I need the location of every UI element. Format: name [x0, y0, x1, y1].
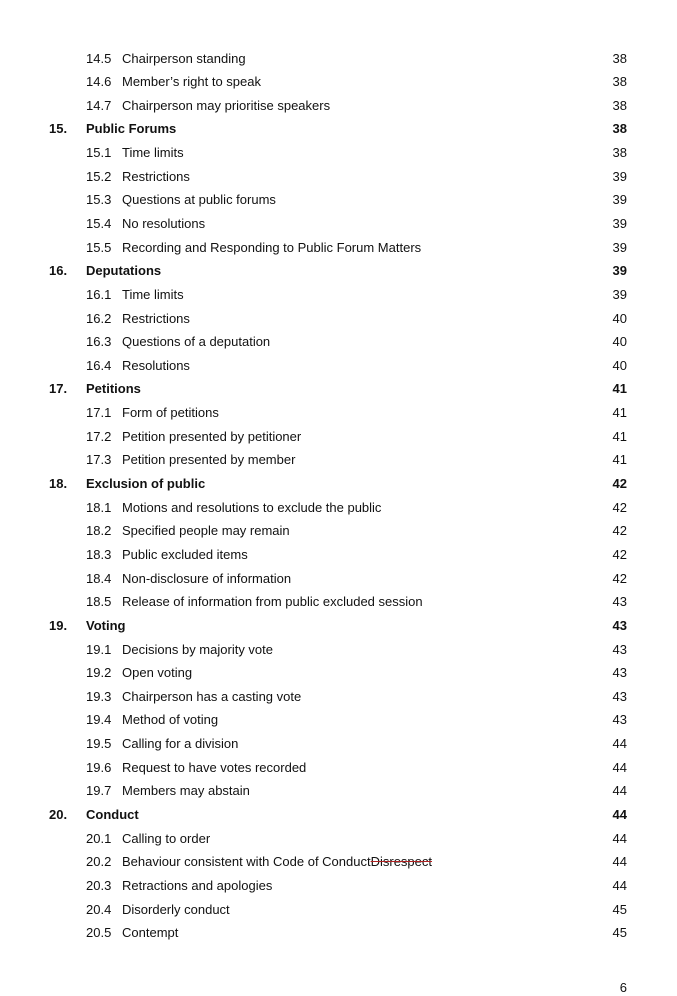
- toc-entry-number: 20.3: [86, 877, 112, 893]
- toc-entry-number: 17.: [49, 381, 68, 397]
- toc-subsection-entry[interactable]: [0, 354, 677, 378]
- toc-entry-title: [86, 472, 205, 496]
- toc-entry-title-text: Restrictions: [122, 310, 190, 326]
- toc-entry-title-text: Voting: [86, 617, 126, 633]
- toc-entry-title: [122, 236, 421, 260]
- toc-entry-title: [122, 827, 210, 851]
- toc-entry-number: 19.6: [86, 759, 112, 775]
- toc-entry-page-number: 43: [612, 594, 627, 610]
- toc-entry-title-text: Open voting: [122, 665, 193, 681]
- toc-entry-page-number: 44: [612, 736, 627, 752]
- toc-subsection-entry[interactable]: [0, 496, 677, 520]
- toc-entry-number: 15.4: [86, 215, 112, 231]
- toc-entry-title: [122, 567, 291, 591]
- toc-subsection-entry[interactable]: [0, 448, 677, 472]
- toc-section-entry[interactable]: [0, 472, 677, 496]
- toc-entry-number: 18.2: [86, 523, 112, 539]
- toc-entry-page-number: 44: [612, 830, 627, 846]
- toc-entry-title-text: Resolutions: [122, 357, 190, 373]
- toc-entry-page-number: 43: [612, 665, 627, 681]
- toc-entry-page-number: 43: [612, 641, 627, 657]
- toc-entry-number: 18.4: [86, 570, 112, 586]
- toc-entry-title: [122, 543, 248, 567]
- toc-entry-page-number: 44: [612, 807, 627, 822]
- toc-entry-title: [122, 921, 178, 945]
- toc-entry-page-number: 43: [612, 688, 627, 704]
- toc-subsection-entry[interactable]: [0, 283, 677, 307]
- toc-entry-page-number: 43: [612, 712, 627, 728]
- toc-entry-title: [122, 94, 330, 118]
- toc-entry-title-text: No resolutions: [122, 215, 206, 231]
- toc-entry-page-number: 41: [612, 428, 627, 444]
- toc-entry-title: [86, 377, 141, 401]
- toc-entry-title: [122, 165, 190, 189]
- toc-entry-title-text: Contempt: [122, 925, 179, 941]
- toc-entry-title-text: Petition presented by member: [122, 452, 296, 468]
- toc-entry-number: 17.1: [86, 405, 112, 421]
- toc-subsection-entry[interactable]: [0, 567, 677, 591]
- toc-subsection-entry[interactable]: [0, 94, 677, 118]
- toc-entry-title: [122, 732, 238, 756]
- toc-entry-page-number: 44: [612, 877, 627, 893]
- toc-entry-page-number: 39: [612, 168, 627, 184]
- toc-entry-page-number: 38: [612, 121, 627, 137]
- toc-subsection-entry[interactable]: [0, 425, 677, 449]
- toc-subsection-entry[interactable]: [0, 519, 677, 543]
- toc-entry-page-number: 39: [612, 215, 627, 231]
- toc-entry-title-text: Public excluded items: [122, 546, 248, 562]
- toc-entry-title: [122, 898, 230, 922]
- toc-entry-title: [86, 117, 176, 141]
- toc-entry-page-number: 45: [612, 925, 627, 941]
- toc-entry-page-number: 38: [612, 50, 627, 66]
- toc-entry-title: [86, 614, 125, 638]
- toc-entry-number: 16.2: [86, 310, 112, 326]
- toc-entry-title: [122, 519, 290, 543]
- toc-subsection-entry[interactable]: [0, 661, 677, 685]
- toc-entry-title: [122, 330, 270, 354]
- toc-entry-number: 18.1: [86, 499, 112, 515]
- toc-entry-title-text: Members may abstain: [122, 783, 250, 799]
- toc-entry-title-text: Member’s right to speak: [122, 74, 261, 90]
- toc-entry-title-text: Time limits: [122, 286, 184, 302]
- toc-entry-title-text: Disorderly conduct: [122, 901, 230, 917]
- toc-entry-title: [122, 661, 192, 685]
- toc-entry-page-number: 42: [612, 523, 627, 539]
- toc-entry-number: 17.3: [86, 452, 112, 468]
- toc-entry-title-text: Calling for a division: [122, 736, 239, 752]
- toc-entry-number: 19.2: [86, 665, 112, 681]
- page-number: 6: [619, 980, 627, 995]
- toc-entry-title: [122, 756, 306, 780]
- toc-subsection-entry[interactable]: [0, 141, 677, 165]
- toc-entry-number: 19.5: [86, 736, 112, 752]
- toc-entry-title: [122, 779, 250, 803]
- toc-entry-title: [86, 803, 139, 827]
- toc-entry-title-text: Public Forums: [86, 121, 177, 137]
- toc-entry-page-number: 39: [612, 192, 627, 208]
- toc-entry-number: 19.3: [86, 688, 112, 704]
- toc-entry-number: 15.3: [86, 192, 112, 208]
- toc-entry-title: [122, 141, 184, 165]
- toc-entry-title-text: Questions at public forums: [122, 192, 276, 208]
- toc-entry-number: 17.2: [86, 428, 112, 444]
- toc-entry-title-text: Recording and Responding to Public Forum Matters: [122, 239, 422, 255]
- toc-subsection-entry[interactable]: [0, 850, 677, 874]
- toc-entry-number: 14.5: [86, 50, 112, 66]
- toc-entry-title: [122, 212, 205, 236]
- toc-entry-page-number: 42: [612, 476, 627, 492]
- toc-entry-title: [122, 496, 381, 520]
- toc-entry-page-number: 43: [612, 617, 627, 633]
- toc-entry-title-text: Petitions: [86, 381, 141, 397]
- toc-entry-number: 15.2: [86, 168, 112, 184]
- toc-entry-number: 19.: [49, 617, 68, 633]
- toc-entry-page-number: 40: [612, 334, 627, 350]
- toc-entry-number: 16.1: [86, 286, 112, 302]
- toc-entry-title-text: Chairperson standing: [122, 50, 246, 66]
- toc-entry-page-number: 38: [612, 145, 627, 161]
- toc-entry-number: 20.5: [86, 925, 112, 941]
- toc-subsection-entry[interactable]: [0, 779, 677, 803]
- toc-subsection-entry[interactable]: [0, 898, 677, 922]
- toc-subsection-entry[interactable]: [0, 212, 677, 236]
- toc-entry-page-number: 44: [612, 854, 627, 870]
- toc-subsection-entry[interactable]: [0, 921, 677, 945]
- toc-entry-title-text: Release of information from public excluded session: [122, 594, 423, 610]
- toc-entry-deleted-text: Disrespect: [370, 854, 433, 870]
- toc-entry-number: 15.5: [86, 239, 112, 255]
- toc-subsection-entry[interactable]: [0, 708, 677, 732]
- toc-section-entry[interactable]: [0, 803, 677, 827]
- toc-entry-page-number: 40: [612, 357, 627, 373]
- toc-entry-number: 19.4: [86, 712, 112, 728]
- toc-entry-number: 14.6: [86, 74, 112, 90]
- toc-entry-page-number: 41: [612, 381, 627, 397]
- toc-entry-title: [122, 874, 272, 898]
- toc-entry-page-number: 40: [612, 310, 627, 326]
- toc-entry-title-text: Method of voting: [122, 712, 219, 728]
- toc-entry-page-number: 44: [612, 759, 627, 775]
- toc-subsection-entry[interactable]: [0, 874, 677, 898]
- toc-entry-number: 19.7: [86, 783, 112, 799]
- toc-entry-page-number: 38: [612, 74, 627, 90]
- toc-entry-title-text: Chairperson may prioritise speakers: [122, 97, 331, 113]
- toc-entry-number: 16.4: [86, 357, 112, 373]
- toc-subsection-entry[interactable]: [0, 590, 677, 614]
- toc-subsection-entry[interactable]: [0, 827, 677, 851]
- toc-entry-page-number: 42: [612, 546, 627, 562]
- toc-subsection-entry[interactable]: [0, 756, 677, 780]
- toc-entry-title-text: Conduct: [86, 807, 139, 822]
- toc-entry-number: 20.2: [86, 854, 112, 870]
- toc-entry-title: [122, 590, 423, 614]
- toc-subsection-entry[interactable]: [0, 70, 677, 94]
- toc-entry-title: [122, 283, 184, 307]
- toc-entry-page-number: 41: [612, 452, 627, 468]
- toc-entry-title-text: Behaviour consistent with Code of Conduct: [122, 854, 371, 870]
- toc-entry-title-text: Exclusion of public: [86, 476, 206, 492]
- toc-entry-page-number: 38: [612, 97, 627, 113]
- toc-entry-title-text: Calling to order: [122, 830, 211, 846]
- toc-entry-title: [122, 354, 190, 378]
- toc-entry-title: [122, 638, 273, 662]
- toc-entry-title: [86, 259, 161, 283]
- toc-entry-title-text: Non-disclosure of information: [122, 570, 292, 586]
- toc-section-entry[interactable]: [0, 614, 677, 638]
- toc-entry-number: 15.: [49, 121, 68, 137]
- toc-entry-number: 16.: [49, 263, 68, 279]
- toc-entry-title-text: Retractions and apologies: [122, 877, 273, 893]
- toc-entry-page-number: 39: [612, 286, 627, 302]
- toc-entry-title: [122, 401, 219, 425]
- toc-entry-page-number: 41: [612, 405, 627, 421]
- toc-subsection-entry[interactable]: [0, 638, 677, 662]
- toc-entry-number: 14.7: [86, 97, 112, 113]
- toc-entry-title: [122, 448, 295, 472]
- toc-entry-page-number: 39: [612, 263, 627, 279]
- toc-entry-page-number: 44: [612, 783, 627, 799]
- toc-subsection-entry[interactable]: [0, 543, 677, 567]
- toc-entry-title: [122, 70, 261, 94]
- toc-entry-number: 20.4: [86, 901, 112, 917]
- toc-subsection-entry[interactable]: [0, 188, 677, 212]
- toc-entry-title-text: Form of petitions: [122, 405, 219, 421]
- toc-section-entry[interactable]: [0, 377, 677, 401]
- toc-entry-number: 15.1: [86, 145, 112, 161]
- toc-subsection-entry[interactable]: [0, 732, 677, 756]
- toc-subsection-entry[interactable]: [0, 47, 677, 71]
- toc-entry-title-text: Deputations: [86, 263, 162, 279]
- toc-entry-page-number: 45: [612, 901, 627, 917]
- toc-entry-title-text: Restrictions: [122, 168, 190, 184]
- toc-section-entry[interactable]: [0, 259, 677, 283]
- toc-entry-title: [122, 307, 190, 331]
- toc-entry-title: [122, 850, 432, 874]
- toc-entry-page-number: 42: [612, 499, 627, 515]
- toc-entry-number: 20.1: [86, 830, 112, 846]
- toc-entry-title: [122, 425, 301, 449]
- toc-entry-title-text: Motions and resolutions to exclude the public: [122, 499, 382, 515]
- toc-subsection-entry[interactable]: [0, 236, 677, 260]
- toc-entry-title: [122, 685, 301, 709]
- toc-entry-title-text: Chairperson has a casting vote: [122, 688, 302, 704]
- toc-entry-page-number: 42: [612, 570, 627, 586]
- toc-entry-title-text: Specified people may remain: [122, 523, 290, 539]
- toc-subsection-entry[interactable]: [0, 401, 677, 425]
- toc-entry-title: [122, 708, 218, 732]
- toc-entry-title-text: Time limits: [122, 145, 184, 161]
- toc-entry-number: 18.5: [86, 594, 112, 610]
- toc-entry-title: [122, 188, 276, 212]
- toc-subsection-entry[interactable]: [0, 165, 677, 189]
- toc-entry-number: 16.3: [86, 334, 112, 350]
- table-of-contents: [0, 47, 677, 945]
- toc-subsection-entry[interactable]: [0, 685, 677, 709]
- toc-section-entry[interactable]: [0, 117, 677, 141]
- toc-entry-page-number: 39: [612, 239, 627, 255]
- toc-entry-title-text: Request to have votes recorded: [122, 759, 307, 775]
- toc-entry-title-text: Questions of a deputation: [122, 334, 271, 350]
- toc-subsection-entry[interactable]: [0, 307, 677, 331]
- toc-entry-number: 18.: [49, 476, 68, 492]
- toc-entry-number: 20.: [49, 807, 68, 822]
- toc-entry-number: 18.3: [86, 546, 112, 562]
- toc-entry-title-text: Petition presented by petitioner: [122, 428, 302, 444]
- toc-entry-title: [122, 47, 246, 71]
- toc-subsection-entry[interactable]: [0, 330, 677, 354]
- toc-entry-title-text: Decisions by majority vote: [122, 641, 273, 657]
- toc-entry-number: 19.1: [86, 641, 112, 657]
